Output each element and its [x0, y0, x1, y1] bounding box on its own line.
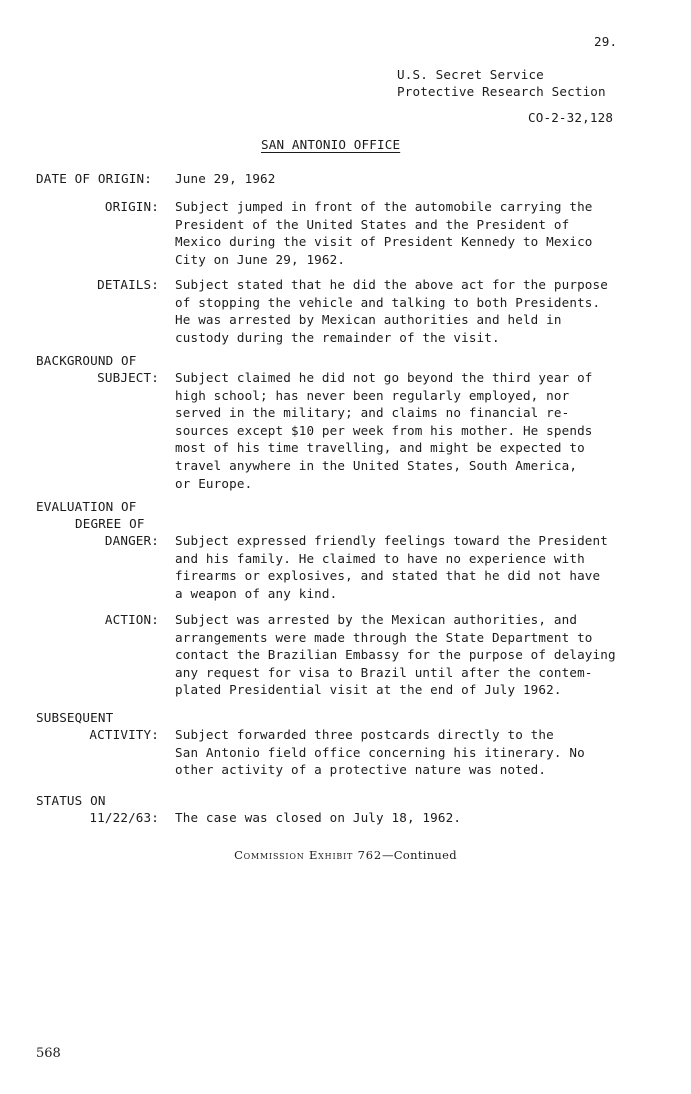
text-line: travel anywhere in the United States, South America,	[175, 457, 578, 473]
office-title: SAN ANTONIO OFFICE	[261, 137, 401, 152]
evaluation-label-line3: DANGER:	[104, 533, 159, 548]
details-text	[175, 276, 608, 346]
text-line: City on June 29, 1962.	[175, 251, 346, 267]
status-label-line1: STATUS ON	[36, 793, 106, 808]
status-label-line2: 11/22/63:	[89, 810, 159, 825]
text-line: a weapon of any kind.	[175, 585, 338, 601]
text-line: most of his time travelling, and might be expected to	[175, 440, 585, 456]
background-text	[175, 369, 593, 492]
agency-name: U.S. Secret Service	[397, 67, 544, 82]
status-text: The case was closed on July 18, 1962.	[175, 810, 462, 825]
text-line: served in the military; and claims no financial re-	[175, 405, 570, 421]
text-line: Subject claimed he did not go beyond the third year of	[175, 370, 593, 385]
text-line: any request for visa to Brazil until after the contem-	[175, 664, 593, 680]
text-line: contact the Brazilian Embassy for the purpose of delaying	[175, 647, 616, 663]
text-line: Subject forwarded three postcards directly to the	[175, 727, 554, 742]
text-line: plated Presidential visit at the end of July 1962.	[175, 682, 562, 698]
date-of-origin-value: June 29, 1962	[175, 171, 276, 186]
text-line: custody during the remainder of the visit.	[175, 329, 500, 345]
subsequent-label-line1: SUBSEQUENT	[36, 710, 114, 725]
text-line: He was arrested by Mexican authorities and held in	[175, 312, 562, 328]
text-line: Subject jumped in front of the automobile carrying the	[175, 199, 593, 214]
origin-label: ORIGIN:	[104, 199, 159, 214]
details-label: DETAILS:	[97, 277, 159, 292]
exhibit-suffix: —Continued	[381, 848, 457, 862]
background-label-line2: SUBJECT:	[97, 370, 159, 385]
text-line: other activity of a protective nature was noted.	[175, 762, 547, 778]
action-text	[175, 611, 616, 699]
action-label: ACTION:	[104, 612, 159, 627]
text-line: Subject stated that he did the above act for the purpose	[175, 277, 608, 292]
text-line: President of the United States and the President of	[175, 216, 570, 232]
exhibit-name: Commission Exhibit 762	[234, 848, 382, 862]
origin-text	[175, 198, 593, 268]
text-line: and his family. He claimed to have no experience with	[175, 550, 585, 566]
text-line: Mexico during the visit of President Kennedy to Mexico	[175, 234, 593, 250]
evaluation-text	[175, 532, 608, 602]
text-line: sources except $10 per week from his mother. He spends	[175, 422, 593, 438]
text-line: or Europe.	[175, 475, 253, 491]
text-line: Subject was arrested by the Mexican authorities, and	[175, 612, 578, 627]
section-name: Protective Research Section	[397, 84, 606, 99]
text-line: Subject expressed friendly feelings toward the President	[175, 533, 608, 548]
file-number: CO-2-32,128	[528, 110, 614, 125]
folio-number: 568	[36, 1046, 61, 1061]
text-line: firearms or explosives, and stated that he did not have	[175, 568, 601, 584]
date-of-origin-label: DATE OF ORIGIN:	[36, 171, 152, 186]
text-line: of stopping the vehicle and talking to both Presidents.	[175, 294, 601, 310]
text-line: arrangements were made through the State Department to	[175, 629, 593, 645]
page-number: 29.	[594, 34, 618, 49]
background-label-line1: BACKGROUND OF	[36, 353, 137, 368]
subsequent-label-line2: ACTIVITY:	[89, 727, 159, 742]
text-line: high school; has never been regularly employed, nor	[175, 387, 570, 403]
subsequent-text	[175, 726, 585, 779]
evaluation-label-line2: DEGREE OF	[75, 516, 145, 531]
evaluation-label-line1: EVALUATION OF	[36, 499, 137, 514]
text-line: San Antonio field office concerning his itinerary. No	[175, 744, 585, 760]
exhibit-caption	[0, 848, 691, 862]
